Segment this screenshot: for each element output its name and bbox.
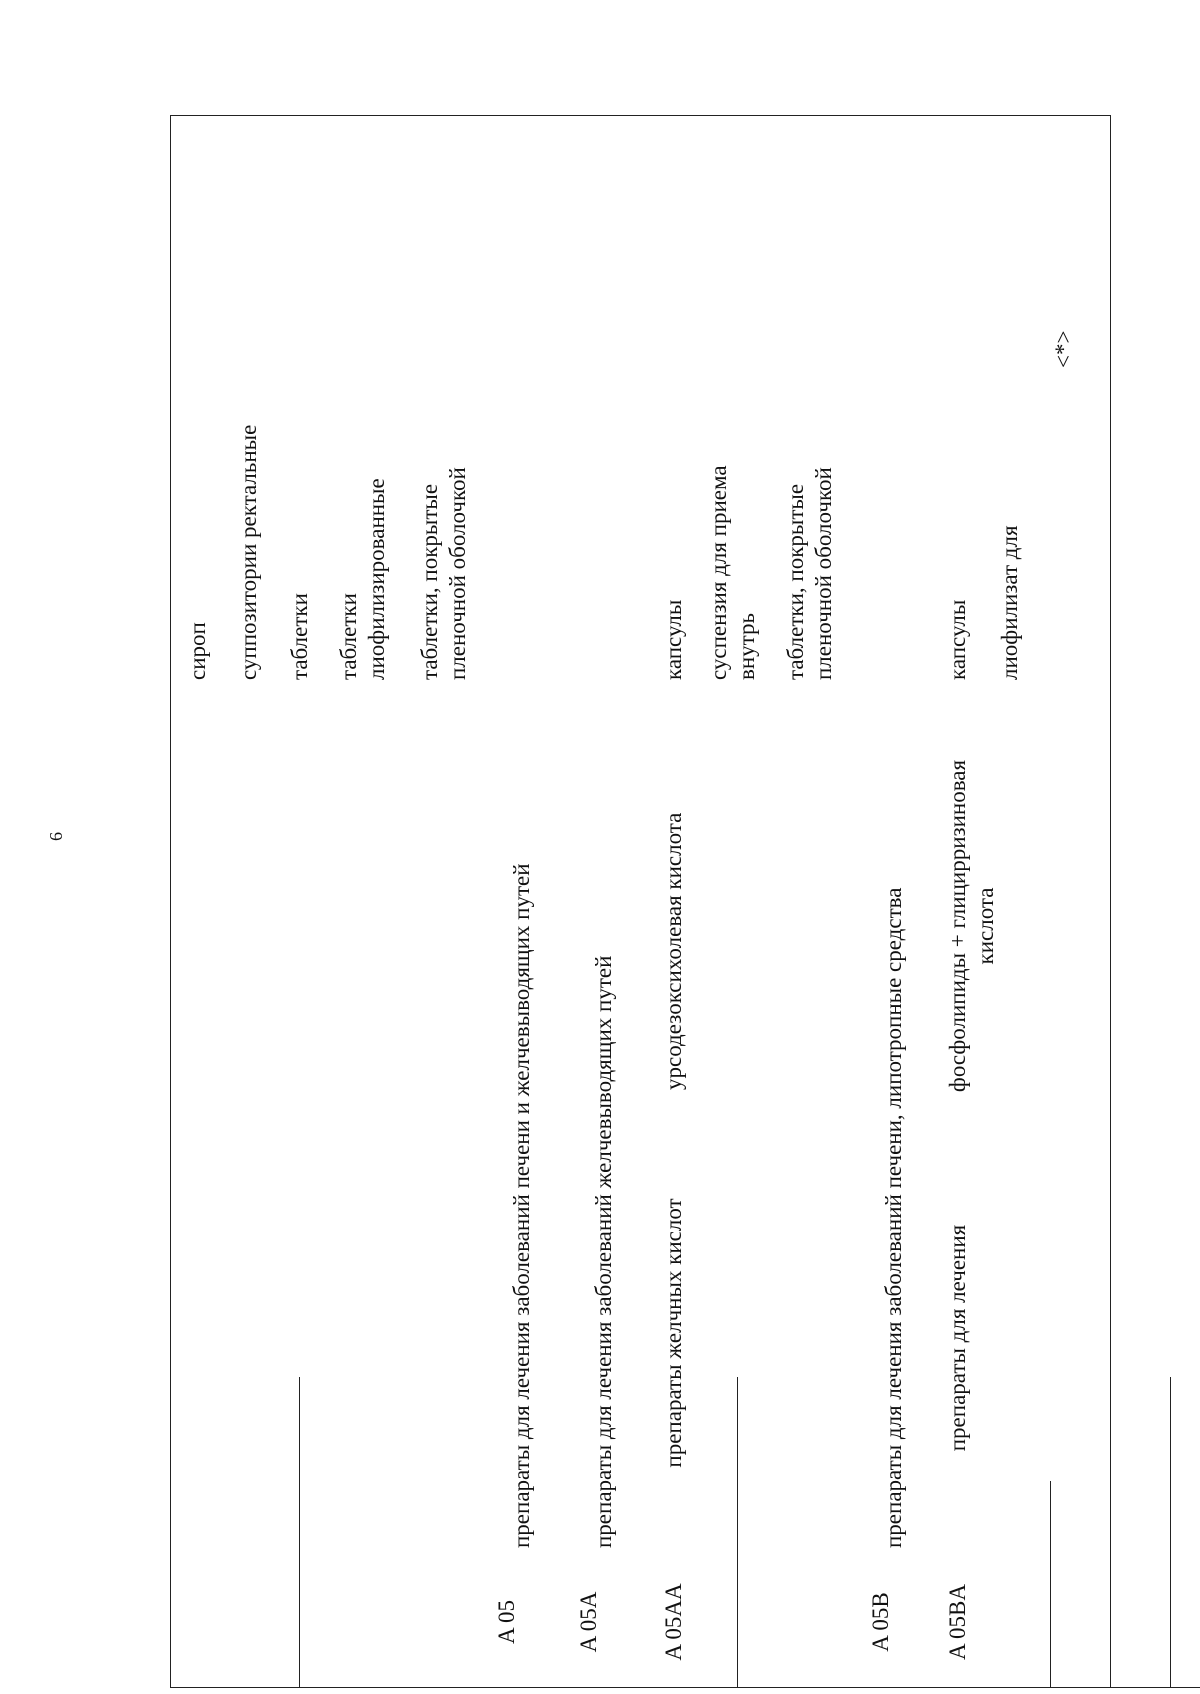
dosage-form: капсулы — [945, 599, 970, 680]
subgroup-title: препараты для лечения — [945, 1224, 970, 1452]
column-separator — [737, 1510, 738, 1688]
atc-code: A 05 — [494, 1599, 519, 1645]
border-right — [1110, 115, 1111, 1688]
dosage-form: суппозитории ректальные — [236, 424, 261, 680]
column-separator — [1050, 1481, 1051, 1688]
column-separator — [299, 1510, 300, 1688]
group-title: препараты для лечения заболеваний желчевыводящих путей — [591, 955, 616, 1548]
dosage-form: таблетки — [287, 593, 312, 680]
medicines-table — [170, 115, 1111, 1688]
dosage-form: таблетки, покрытые пленочной оболочкой — [417, 467, 471, 680]
page-number: 6 — [46, 832, 66, 841]
inn-name: урсодезоксихолевая кислота — [661, 812, 686, 1090]
dosage-form: таблетки, покрытые пленочной оболочкой — [783, 467, 837, 680]
border-left — [170, 115, 171, 1688]
table-grid — [170, 115, 1111, 1688]
dosage-form: таблетки лиофилизированные — [336, 478, 390, 680]
column-separator — [1170, 1510, 1171, 1688]
subgroup-title: препараты желчных кислот — [661, 1198, 686, 1468]
note-mark: <*> — [1051, 330, 1076, 368]
border-top — [170, 115, 1111, 116]
dosage-form: лиофилизат для — [997, 525, 1022, 680]
dosage-form: суспензия для приема внутрь — [706, 465, 760, 680]
group-title: препараты для лечения заболеваний печени, липотропные средства — [881, 887, 906, 1548]
dosage-form: капсулы — [661, 599, 686, 680]
group-title: препараты для лечения заболеваний печени и желчевыводящих путей — [509, 863, 534, 1548]
inn-name: фосфолипиды + глицирризиновая кислота — [945, 759, 999, 1093]
atc-code: A 05B — [868, 1592, 893, 1652]
atc-code: A 05AA — [661, 1583, 686, 1661]
dosage-form: сироп — [185, 622, 210, 680]
cell-divider — [985, 1687, 1200, 1688]
atc-code: A 05A — [576, 1591, 601, 1653]
atc-code: A 05BA — [945, 1583, 970, 1661]
